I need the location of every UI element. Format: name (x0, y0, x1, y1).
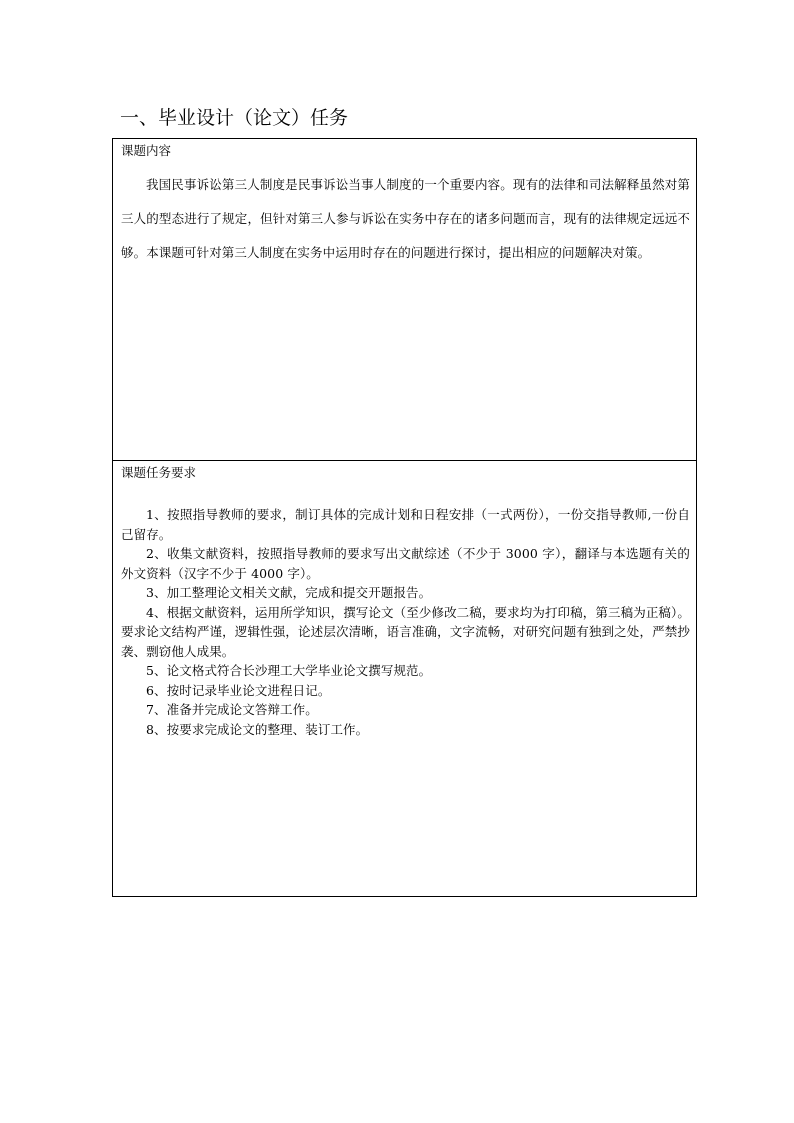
requirement-item-2: 2、收集文献资料，按照指导教师的要求写出文献综述（不少于 3000 字），翻译与本选题有关的外文资料（汉字不少于 4000 字）。 (121, 546, 690, 581)
requirement-item-5: 5、论文格式符合长沙理工大学毕业论文撰写规范。 (146, 663, 432, 678)
requirement-item-4: 4、根据文献资料，运用所学知识，撰写论文（至少修改二稿，要求均为打印稿，第三稿为正稿）。要求论文结构严谨，逻辑性强，论述层次清晰，语言准确，文字流畅，对研究问题有独到之处，严禁抄袭、剽窃他人成果。 (121, 604, 690, 659)
topic-content-paragraph: 我国民事诉讼第三人制度是民事诉讼当事人制度的一个重要内容。现有的法律和司法解释虽然对第三人的型态进行了规定，但针对第三人参与诉讼在实务中存在的诸多问题而言，现有的法律规定远远不够。本课题可针对第三人制度在实务中运用时存在的问题进行探讨，提出相应的问题解决对策。 (121, 177, 690, 260)
task-table (112, 138, 697, 897)
section-title: 一、毕业设计（论文）任务 (120, 107, 349, 129)
requirement-item-8: 8、按要求完成论文的整理、装订工作。 (146, 721, 369, 737)
requirement-item-7: 7、准备并完成论文答辩工作。 (146, 702, 318, 717)
requirement-item-3: 3、加工整理论文相关文献，完成和提交开题报告。 (146, 585, 432, 600)
task-requirements-label: 课题任务要求 (121, 465, 197, 480)
requirement-item-1: 1、按照指导教师的要求，制订具体的完成计划和日程安排（一式两份），一份交指导教师,一份自己留存。 (121, 507, 690, 542)
requirement-item-6: 6、按时记录毕业论文进程日记。 (146, 682, 331, 698)
topic-content-cell (113, 139, 696, 460)
task-requirements-cell (113, 460, 696, 896)
requirements-list (121, 505, 690, 739)
topic-content-label: 课题内容 (121, 143, 172, 158)
